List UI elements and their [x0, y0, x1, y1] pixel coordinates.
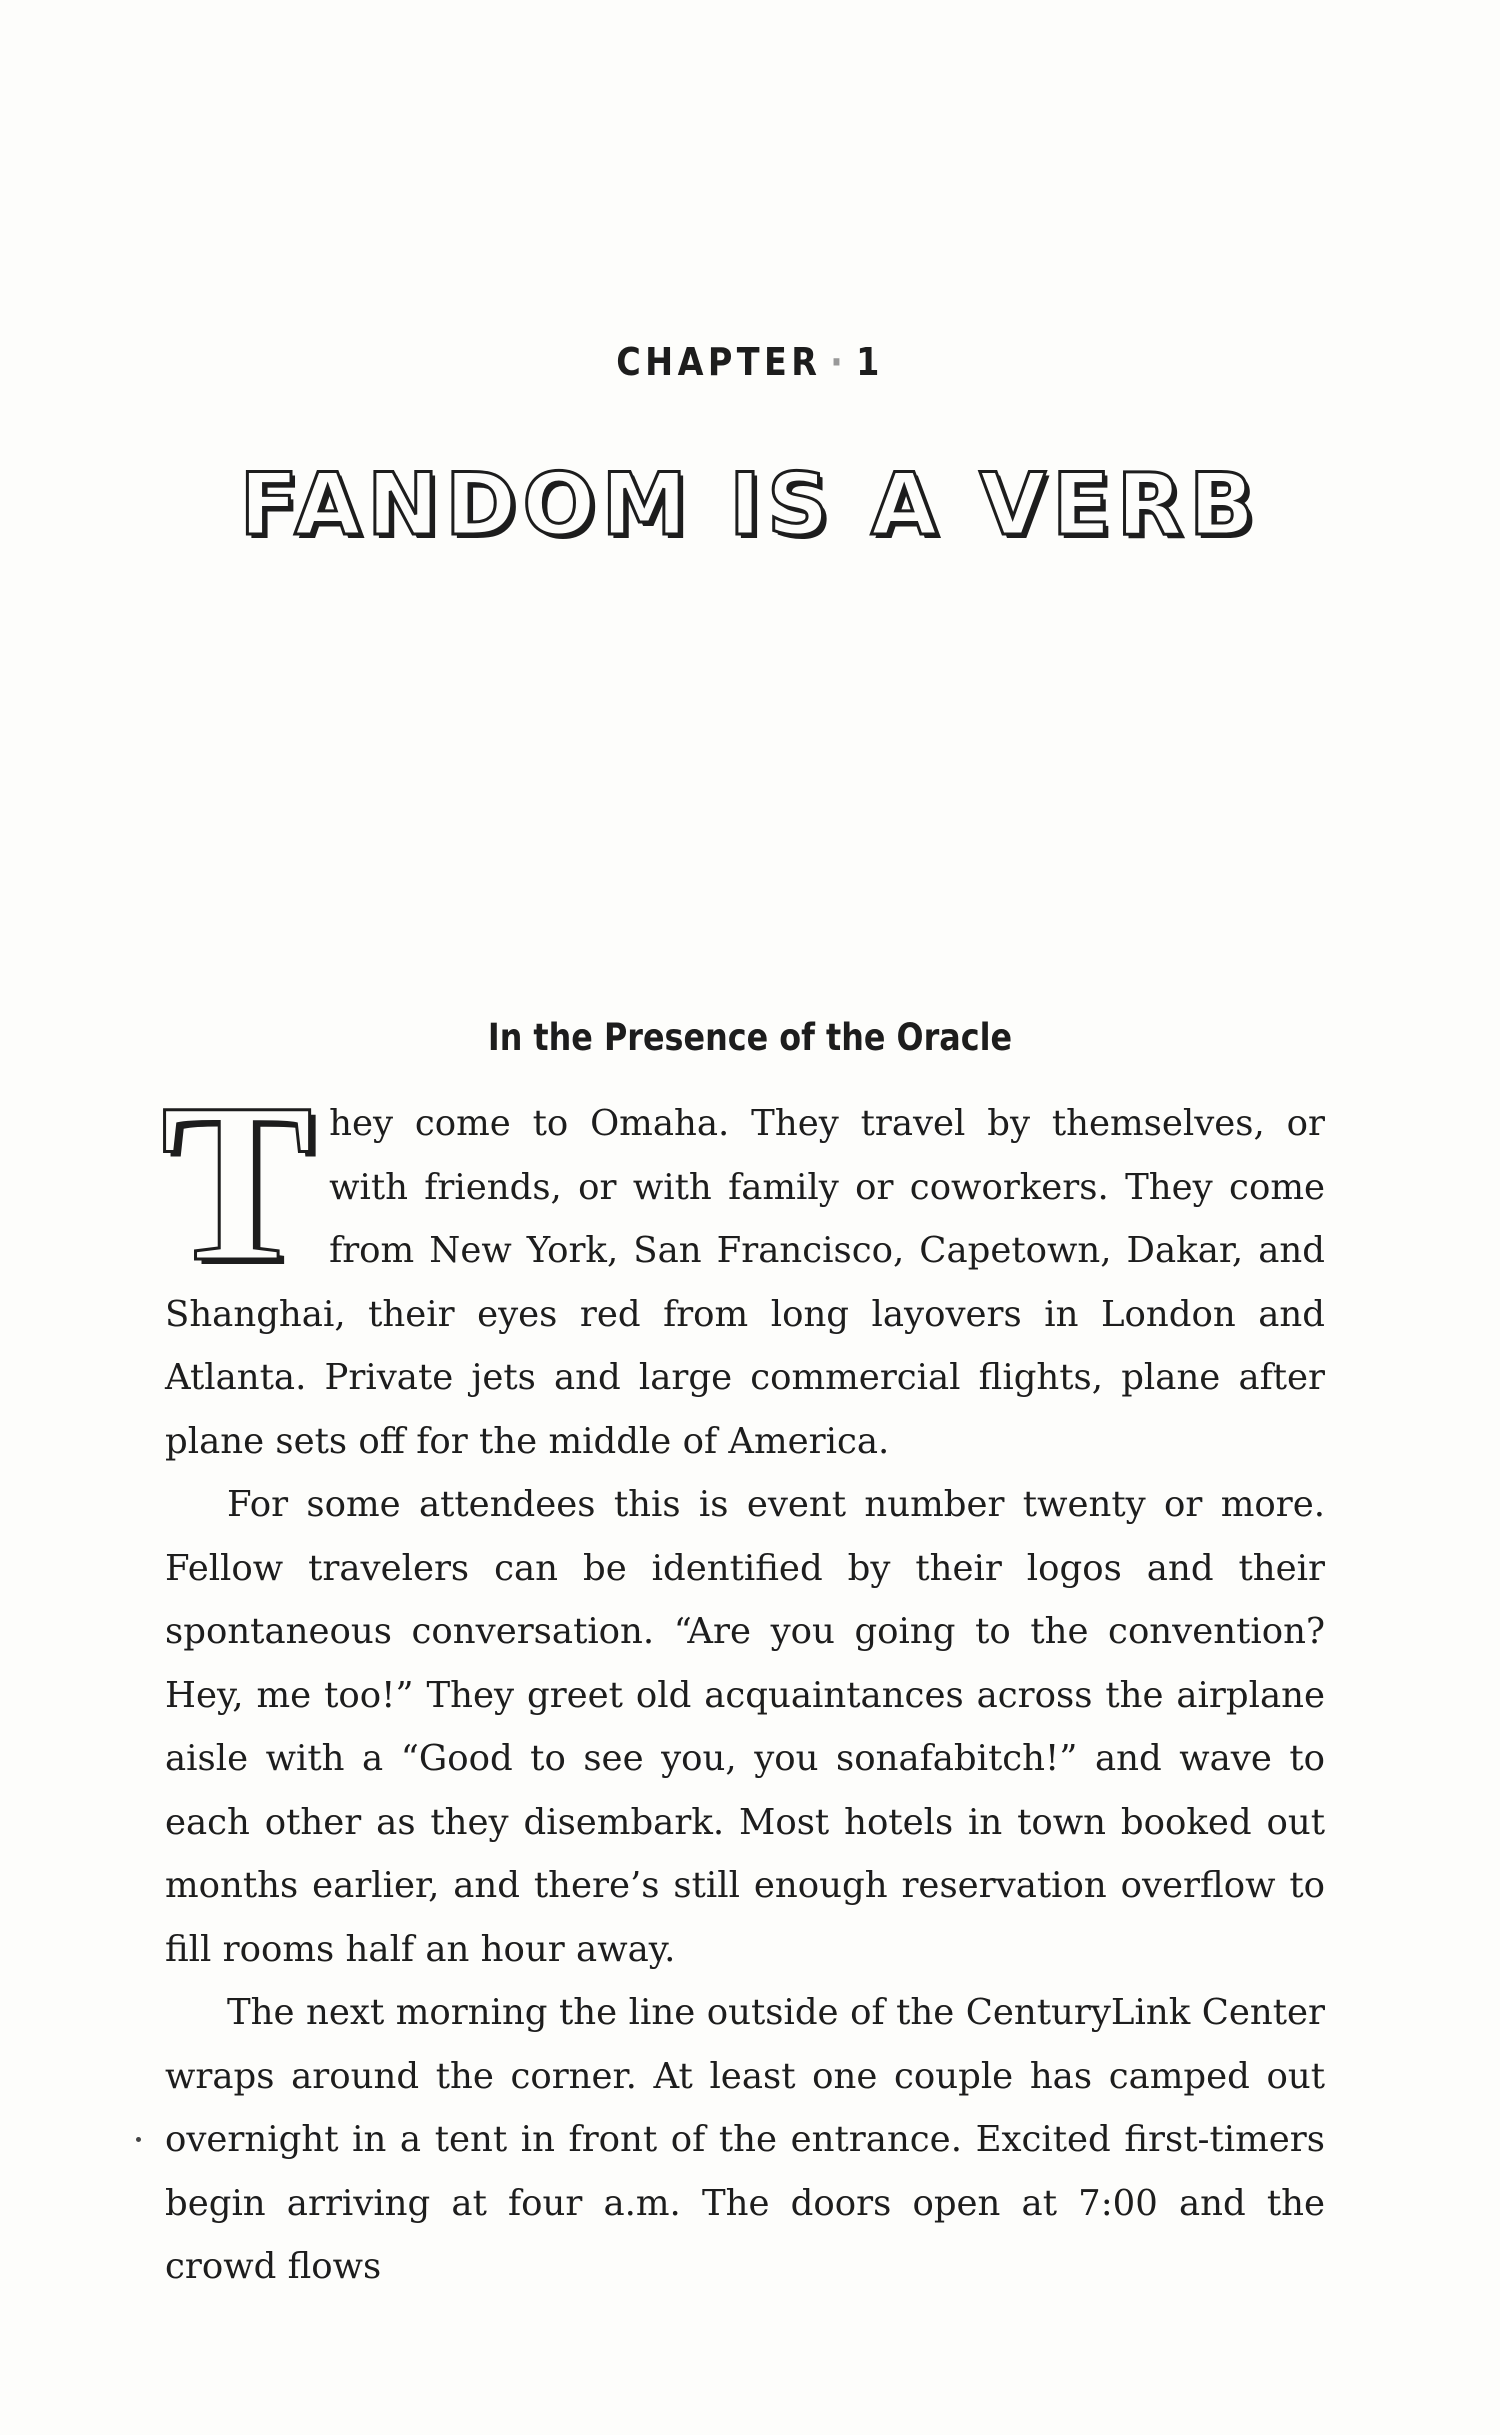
- paragraph-2: For some attendees this is event number twenty or more. Fellow travelers can be identified by their logos and their spontaneous conversation. “Are you going to the convention? Hey, me too!” They greet old acquaintances across the airplane aisle with a “Good to see you, you sonafabitch!” and wave to each other as they disembark. Most hotels in town booked out months earlier, and there’s still enough reservation overflow to fill rooms half an hour away.: [165, 1484, 1325, 1970]
- chapter-label: [90, 340, 1410, 384]
- paragraph-3: The next morning the line outside of the CenturyLink Center wraps around the corner. At least one couple has camped out overnight in a tent in front of the entrance. Excited first-timers begin arriving at four a.m. The doors open at 7:00 and the crowd flows: [165, 1992, 1325, 2287]
- paragraph-1: [161, 1057, 1325, 1473]
- chapter-number: 1: [856, 340, 884, 384]
- body-text: [161, 1057, 1325, 2299]
- chapter-separator: ·: [830, 340, 848, 384]
- paragraph-1-text: hey come to Omaha. They travel by themselves, or with friends, or with family or coworkers. They come from New York, San Francisco, Capetown, Dakar, and Shanghai, their eyes red from long layovers in London and Atlanta. Private jets and large commercial flights, plane after plane sets off for the middle of America.: [165, 1103, 1325, 1462]
- section-heading: In the Presence of the Oracle: [487, 1016, 1013, 1059]
- page-speck: [136, 2137, 141, 2142]
- chapter-word: CHAPTER: [616, 340, 822, 384]
- drop-cap: T: [161, 1057, 314, 1309]
- chapter-title: FANDOM IS A VERB: [239, 455, 1261, 555]
